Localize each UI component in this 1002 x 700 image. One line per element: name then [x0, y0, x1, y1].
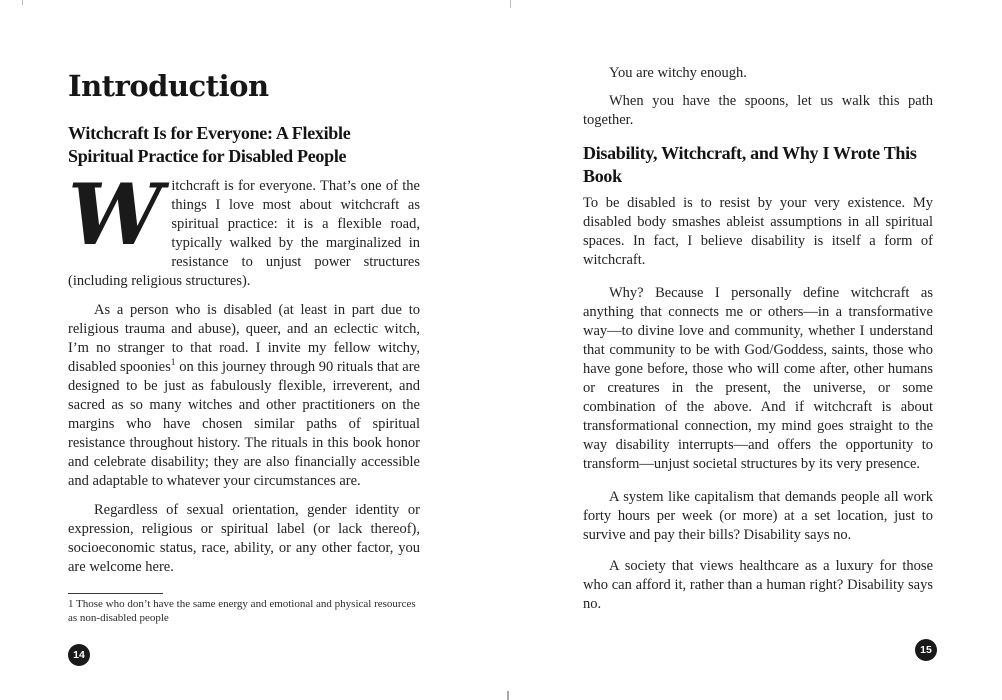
left-paragraph-1-text: itchcraft is for everyone. That’s one of the things I love most about witchcraft as spiritual practice: it is a flexible road, typically walked by the marginalized in resistance to unjust power structures (including religious structures).	[68, 178, 420, 289]
right-paragraph-3: To be disabled is to resist by your very existence. My disabled body smashes ableist assumptions in all spiritual spaces. In fact, I believe disability is itself a form of witchcraft.	[583, 195, 933, 268]
right-paragraph-1: You are witchy enough.	[609, 65, 747, 81]
left-paragraph-2	[68, 301, 420, 491]
left-paragraph-2-text-b: on this journey through 90 rituals that are designed to be just as fabulously flexible, irreverent, and sacred as so many witches and other practitioners on the margins who have chosen similar paths of spiritual resistance throughout history. The rituals in this book honor and celebrate disability; they are also financially accessible and adaptable to whatever your circumstances are.	[68, 359, 420, 489]
gutter-mark-top	[510, 0, 511, 8]
left-page	[68, 70, 420, 625]
right-paragraph-4: Why? Because I personally define witchcraft as anything that connects me or others—in a transformative way—to divine love and community, whether I understand that community to be with God/Goddess, saints, those who have gone before, those who will come after, other humans or creatures in the present, the universe, or some combination of the above. And if witchcraft is about transformational connection, my mind goes straight to the way disability interrupts—and offers the opportunity to transform—unjust societal structures by its very presence.	[583, 285, 933, 472]
page-edge-mark	[22, 0, 23, 5]
left-section-heading	[68, 122, 420, 168]
right-paragraph-5: A system like capitalism that demands people all work forty hours per week (or more) at a set location, just to survive and pay their bills? Disability says no.	[583, 489, 933, 543]
footnote	[68, 593, 420, 625]
right-section-heading-line1: Disability, Witchcraft, and Why I Wrote This	[583, 143, 917, 163]
left-paragraph-2-text-a: As a person who is disabled (at least in part due to religious trauma and abuse), queer, and an eclectic witch, I’m no stranger to that road. I invite my fellow witchy, disabled spoonies	[68, 302, 420, 375]
left-section-heading-line2: Spiritual Practice for Disabled People	[68, 146, 347, 166]
page-number-right: 15	[915, 639, 937, 661]
right-paragraph-6: A society that views healthcare as a luxury for those who can afford it, rather than a human right? Disability says no.	[583, 558, 933, 612]
right-paragraph-2: When you have the spoons, let us walk this path together.	[583, 93, 933, 128]
page-number-left: 14	[68, 644, 90, 666]
left-paragraph-1	[68, 165, 420, 291]
footnote-reference: 1	[170, 358, 176, 369]
gutter-mark-bottom	[507, 691, 509, 700]
chapter-title: Introduction	[68, 69, 269, 103]
right-page	[583, 64, 933, 624]
drop-cap-w: W	[68, 165, 163, 264]
footnote-text: 1 Those who don’t have the same energy and emotional and physical resources as non-disabled people	[68, 598, 416, 624]
left-paragraph-3: Regardless of sexual orientation, gender identity or expression, religious or spiritual label (or lack thereof), socioeconomic status, race, ability, or any other factor, you are welcome here.	[68, 502, 420, 575]
right-section-heading-line2: Book	[583, 166, 622, 186]
right-section-heading	[583, 142, 933, 188]
footnote-rule	[68, 593, 163, 594]
left-section-heading-line1: Witchcraft Is for Everyone: A Flexible	[68, 123, 351, 143]
